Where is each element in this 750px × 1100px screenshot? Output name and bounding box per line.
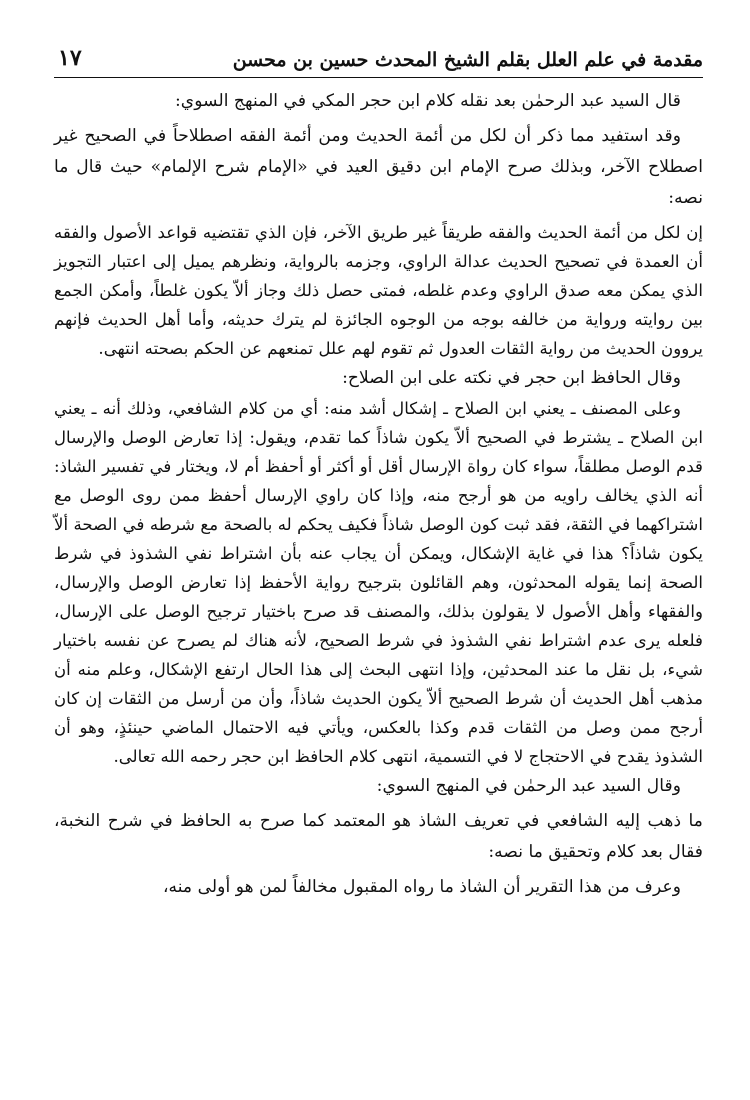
running-header — [54, 34, 703, 78]
page-number: ١٧ — [58, 45, 82, 71]
paragraph-heading-abdulrahman: وقال السيد عبد الرحمٰن في المنهج السوي: — [376, 776, 681, 796]
paragraph-intro: قال السيد عبد الرحمٰن بعد نقله كلام ابن حجر المكي في المنهج السوي: — [175, 91, 681, 111]
body-text — [54, 86, 703, 903]
quote-ibn-hajar: وعلى المصنف ـ يعني ابن الصلاح ـ إشكال أشد منه: أي من كلام الشافعي، وذلك أنه ـ يعني ابن الصلاح ـ يشترط في الصحيح ألاّ يكون شاذاً كما تقدم، ويقول: إذا تعارض الوصل والإرسال قدم الوصل مطلقاً، سواء كان رواة الإرسال أقل أو أكثر أو أحفظ أم لا، ويختار في تفسير الشاذ: أنه الذي يخالف راويه من هو أرجح منه، وإذا كان راوي الإرسال أحفظ ممن روى الوصل مع اشتراكهما في الثقة، فقد ثبت كون الوصل شاذاً فكيف يحكم له بالصحة مع شرطه في الصحة ألاّ يكون شاذاً؟ هذا في غاية الإشكال، ويمكن أن يجاب عنه بأن اشتراط نفي الشذوذ في شرط الصحة إنما يقوله المحدثون، وهم القائلون بترجيح رواية الأحفظ إذا تعارض الوصل والإرسال، والفقهاء وأهل الأصول لا يقولون بذلك، والمصنف قد صرح باختيار ترجيح الوصل على الإرسال، فلعله يرى عدم اشتراط نفي الشذوذ في شرط الصحيح، لأنه هناك لم يصرح عن نفسه باختيار شيء، بل نقل ما عند المحدثين، وإذا انتهى البحث إلى هذا الحال ارتفع الإشكال، وعلم منه أن مذهب أهل الحديث أن شرط الصحيح ألاّ يكون الحديث شاذاً، وأن من أرسل من الثقات إن كان أرجح ممن وصل من الثقات قدم وكذا بالعكس، ويأتي فيه الاحتمال الماضي حينئذٍ، وهو أن الشذوذ يقدح في الاحتجاج لا في التسمية، انتهى كلام الحافظ ابن حجر رحمه الله تعالى. — [54, 399, 703, 766]
running-title: مقدمة في علم العلل بقلم الشيخ المحدث حسين بن محسن — [232, 49, 703, 71]
paragraph-last: وعرف من هذا التقرير أن الشاذ ما رواه المقبول مخالفاً لمن هو أولى منه، — [162, 877, 681, 897]
quote-ibn-daqiq: إن لكل من أئمة الحديث والفقه طريقاً غير طريق الآخر، فإن الذي تقتضيه قواعد الأصول والفقه أن العمدة في تصحيح الحديث عدالة الراوي، وجزمه بالرواية، ونظرهم يميل إلى اعتبار التجويز الذي يمكن معه صدق الراوي وعدم غلطه، فمتى حصل ذلك وجاز ألاّ يكون غلطاً، وأمكن الجمع بين روايته ورواية من خالفه بوجه من الوجوه الجائزة لم يترك حديثه، وأما أهل الحديث فإنهم يروون الحديث من رواية الثقات العدول ثم تقوم لهم علل تمنعهم عن الحكم بصحته انتهى. — [54, 223, 703, 358]
paragraph-shafii: ما ذهب إليه الشافعي في تعريف الشاذ هو المعتمد كما صرح به الحافظ في شرح النخبة، فقال بعد كلام وتحقيق ما نصه: — [54, 811, 703, 862]
paragraph-1: وقد استفيد مما ذكر أن لكل من أئمة الحديث ومن أئمة الفقه اصطلاحاً في الصحيح غير اصطلاح الآخر، وبذلك صرح الإمام ابن دقيق العيد في «الإمام شرح الإلمام» حيث قال ما نصه: — [54, 126, 703, 208]
paragraph-heading-ibn-hajar: وقال الحافظ ابن حجر في نكته على ابن الصلاح: — [342, 368, 681, 388]
